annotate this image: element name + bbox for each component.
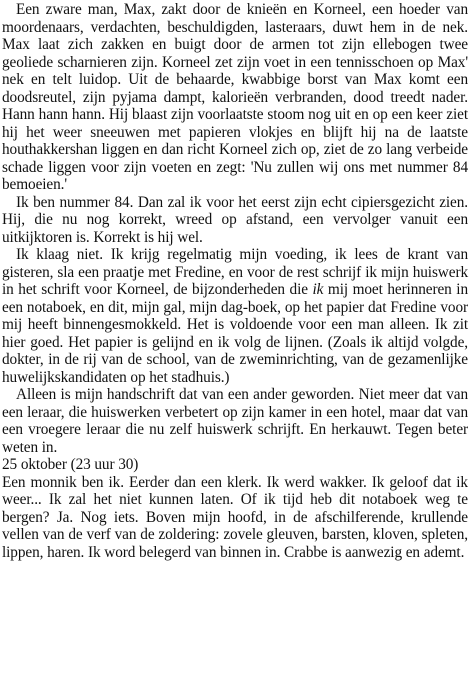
paragraph-3 <box>2 246 468 386</box>
paragraph-2: Ik ben nummer 84. Dan zal ik voor het eerst zijn echt cipiersgezicht zien. Hij, die nu nog korrekt, wreed op afstand, een vervolger vanuit een uitkijktoren is. Korrekt is hij wel. <box>2 193 468 246</box>
book-page <box>2 1 468 561</box>
paragraph-5: Een monnik ben ik. Eerder dan een klerk. Ik werd wakker. Ik geloof dat ik weer... Ik zal het niet kunnen laten. Of ik tijd heb dit notaboek weg te bergen? Ja. Nog iets. Boven mijn hoofd, in de afschilferende, krullende vellen van de verf van de zoldering: zovele gleuven, barsten, kloven, spleten, lippen, haren. Ik word belegerd van binnen in. Crabbe is aanwezig en ademt. <box>2 473 468 561</box>
paragraph-3-italic-word: ik <box>312 281 324 298</box>
paragraph-1: Een zware man, Max, zakt door de knieën en Korneel, een hoeder van moordenaars, verdachten, beschuldigden, lasteraars, duwt hem in de nek. Max laat zich zakken en buigt door de armen tot zijn ellebogen twee geoliede scharnieren zijn. Korneel zet zijn voet in een tennisschoen op Max' nek en telt luidop. Uit de behaarde, kwabbige borst van Max komt een doodsreutel, zijn pyjama dampt, kalorieën verbranden, dood treedt nader. Hann hann hann. Hij blaast zijn voorlaatste stoom nog uit en op een keer ziet hij het weer sneeuwen met papieren vlokjes en blijft hij na de laatste houthakkershan liggen en dan richt Korneel zich op, ziet de zo lang verbeide schade liggen voor zijn voeten en zegt: 'Nu zullen wij ons met nummer 84 bemoeien.' <box>2 1 468 193</box>
paragraph-3-part-1: Ik klaag niet. Ik krijg regelmatig mijn voeding, ik lees de krant van gisteren, sla een praatje met Fredine, en voor de rest schrijf ik mijn huiswerk in het schrift voor Korneel, de bijzonderheden die <box>2 246 468 298</box>
paragraph-3-part-2: mij moet herinneren in een notaboek, en dit, mijn gal, mijn dag-boek, op het papier dat Fredine voor mij heeft binnengesmokkeld. Het is voldoende voor een man alleen. Ik zit hier goed. Het papier is gelijnd en ik volg de lijnen. (Zoals ik altijd volgde, dokter, in de rij van de school, van de zweminrichting, van de gezamenlijke huwelijkskandidaten op het stadhuis.) <box>2 281 468 386</box>
date-heading: 25 oktober (23 uur 30) <box>2 456 139 473</box>
paragraph-4: Alleen is mijn handschrift dat van een ander geworden. Niet meer dat van een leraar, die huiswerken verbetert op zijn kamer in een hotel, maar dat van een vroegere leraar die nu zelf huiswerk schrijft. En herkauwt. Tegen beter weten in. <box>2 386 468 456</box>
